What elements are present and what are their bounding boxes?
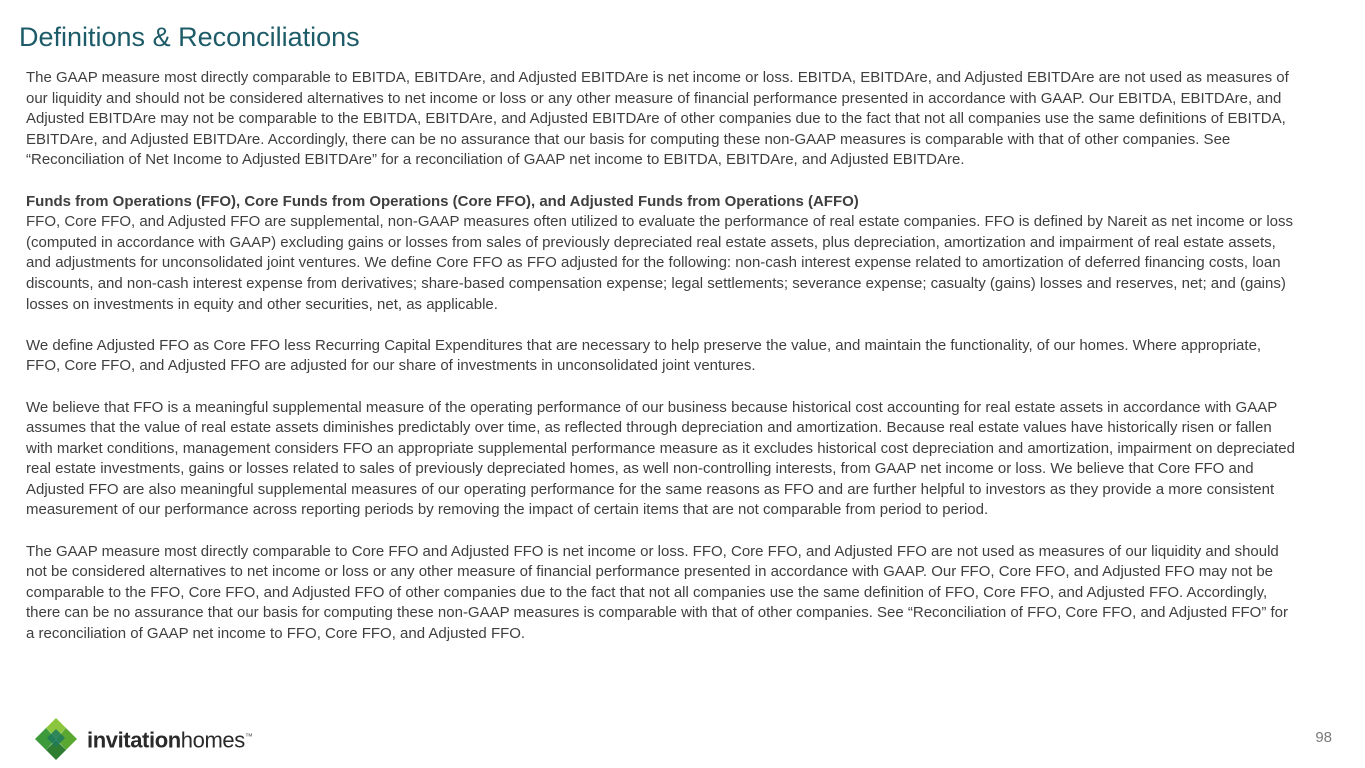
section-heading-ffo: Funds from Operations (FFO), Core Funds from Operations (Core FFO), and Adjusted Funds from Operations (AFFO) — [26, 192, 859, 210]
trademark-symbol: ™ — [244, 732, 253, 742]
paragraph-ffo-rationale: We believe that FFO is a meaningful supplemental measure of the operating performance of our business because historical cost accounting for real estate assets in accordance with GAAP assumes that the value of real estate assets diminishes predictably over time, as reflected through depreciation and amortization. Because real estate values have historically risen or fallen with market conditions, management considers FFO an appropriate supplemental performance measure as it excludes historical cost depreciation and amortization, impairment on depreciated real estate investments, gains or losses related to sales of previously depreciated homes, as well non-controlling interests, from GAAP net income or loss. We believe that Core FFO and Adjusted FFO are also meaningful supplemental measures of our operating performance for the same reasons as FFO and are further helpful to investors as they provide a more consistent measurement of our performance across reporting periods by removing the impact of certain items that are not comparable from period to period. — [26, 398, 1295, 519]
paragraph-adjusted-ffo-definition: We define Adjusted FFO as Core FFO less Recurring Capital Expenditures that are necessary to help preserve the value, and maintain the functionality, of our homes. Where appropriate, FFO, Core FFO, and Adjusted FFO are adjusted for our share of investments in unconsolidated joint ventures. — [26, 336, 1262, 375]
brand-wordmark — [87, 725, 252, 752]
brand-wordmark-part2: homes — [180, 727, 245, 753]
page-number: 98 — [1315, 729, 1332, 746]
document-body — [26, 68, 1296, 645]
paragraph-ffo-definition: FFO, Core FFO, and Adjusted FFO are supplemental, non-GAAP measures often utilized to evaluate the performance of real estate companies. FFO is defined by Nareit as net income or loss (computed in accordance with GAAP) excluding gains or losses from sales of previously depreciated real estate assets, plus depreciation, amortization and impairment of real estate assets, and adjustments for unconsolidated joint ventures. We define Core FFO as FFO adjusted for the following: non-cash interest expense related to amortization of deferred financing costs, loan discounts, and non-cash interest expense from derivatives; share-based compensation expense; legal settlements; severance expense; casualty (gains) losses and reserves, net; and (gains) losses on investments in equity and other securities, net, as applicable. — [26, 213, 1293, 313]
page-title: Definitions & Reconciliations — [19, 22, 360, 52]
ffo-section — [26, 192, 1296, 316]
paragraph-ffo-comparability: The GAAP measure most directly comparable to Core FFO and Adjusted FFO is net income or loss. FFO, Core FFO, and Adjusted FFO are not used as measures of our liquidity and should not be considered alternatives to net income or loss or any other measure of financial performance presented in accordance with GAAP. Our FFO, Core FFO, and Adjusted FFO may not be comparable to the FFO, Core FFO, and Adjusted FFO of other companies due to the fact that not all companies use the same definition of FFO, Core FFO, and Adjusted FFO. Accordingly, there can be no assurance that our basis for computing these non-GAAP measures is comparable with that of other companies. See “Reconciliation of FFO, Core FFO, and Adjusted FFO” for a reconciliation of GAAP net income to FFO, Core FFO, and Adjusted FFO. — [26, 542, 1289, 643]
paragraph-ebitda-comparability: The GAAP measure most directly comparable to EBITDA, EBITDAre, and Adjusted EBITDAre is net income or loss. EBITDA, EBITDAre, and Adjusted EBITDAre are not used as measures of our liquidity and should not be considered alternatives to net income or loss or any other measure of financial performance presented in accordance with GAAP. Our EBITDA, EBITDAre, and Adjusted EBITDAre may not be comparable to the EBITDA, EBITDAre, and Adjusted EBITDAre of other companies due to the fact that not all companies use the same definitions of EBITDA, EBITDAre, and Adjusted EBITDAre. Accordingly, there can be no assurance that our basis for computing these non-GAAP measures is comparable with that of other companies. See “Reconciliation of Net Income to Adjusted EBITDAre” for a reconciliation of GAAP net income to EBITDA, EBITDAre, and Adjusted EBITDAre. — [26, 69, 1289, 169]
company-logo — [34, 717, 252, 761]
brand-wordmark-part1: invitation — [87, 727, 181, 753]
invitation-homes-logo-mark-icon — [34, 717, 78, 761]
